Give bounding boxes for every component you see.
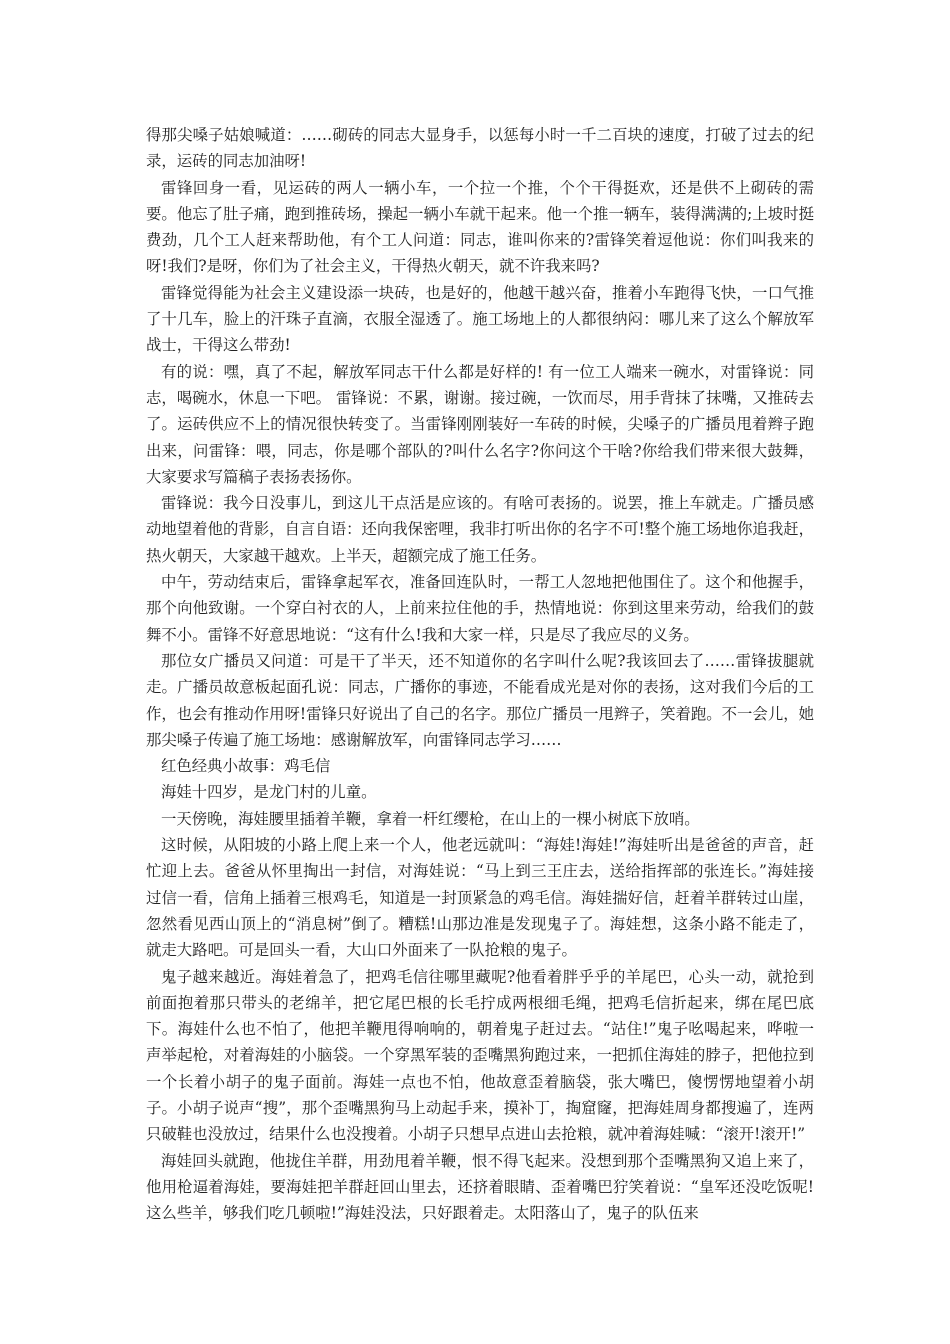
paragraph: 雷锋说：我今日没事儿，到这儿干点活是应该的。有啥可表扬的。说罢，推上车就走。广播员感动地望着他的背影，自言自语：还向我保密哩，我非打听出你的名字不可!整个施工场地你追我赶，热火朝天，大家越干越欢。上半天，超额完成了施工任务。 <box>146 494 814 565</box>
paragraph: 得那尖嗓子姑娘喊道：……砌砖的同志大显身手，以惩每小时一千二百块的速度，打破了过去的纪录，运砖的同志加油呀! <box>146 126 814 171</box>
paragraph: 一天傍晚，海娃腰里插着羊鞭，拿着一杆红缨枪，在山上的一棵小树底下放哨。 <box>161 809 700 828</box>
paragraph: 那位女广播员又问道：可是干了半天，还不知道你的名字叫什么呢?我该回去了……雷锋拔腿就走。广播员故意板起面孔说：同志，广播你的事迹，不能看成光是对你的表扬，这对我们今后的工作，也会有推动作用呀!雷锋只好说出了自己的名字。那位广播员一甩辫子，笑着跑。不一会儿，她那尖嗓子传遍了施工场地：感谢解放军，向雷锋同志学习…… <box>146 651 814 749</box>
paragraph: 鬼子越来越近。海娃着急了，把鸡毛信往哪里藏呢?他看着胖乎乎的羊尾巴，心头一动，就抢到前面抱着那只带头的老绵羊，把它尾巴根的长毛拧成两根细毛绳，把鸡毛信折起来，绑在尾巴底下。海娃什么也不怕了，他把羊鞭甩得响响的，朝着鬼子赶过去。“站住!”鬼子吆喝起来，哗啦一声举起枪，对着海娃的小脑袋。一个穿黑军装的歪嘴黑狗跑过来，一把抓住海娃的脖子，把他拉到一个长着小胡子的鬼子面前。海娃一点也不怕，他故意歪着脑袋，张大嘴巴，傻愣愣地望着小胡子。小胡子说声“搜”，那个歪嘴黑狗马上动起手来，摸补丁，掏窟窿，把海娃周身都搜遍了，连两只破鞋也没放过，结果什么也没搜着。小胡子只想早点进山去抢粮，就冲着海娃喊：“滚开!滚开!” <box>146 967 814 1144</box>
paragraph: 这时候，从阳坡的小路上爬上来一个人，他老远就叫：“海娃!海娃!”海娃听出是爸爸的声音，赶忙迎上去。爸爸从怀里掏出一封信，对海娃说：“马上到三王庄去，送给指挥部的张连长。”海娃接过信一看，信角上插着三根鸡毛，知道是一封顶紧急的鸡毛信。海娃揣好信，赶着羊群转过山崖，忽然看见西山顶上的“消息树”倒了。糟糕!山那边准是发现鬼子了。海娃想，这条小路不能走了，就走大路吧。可是回头一看，大山口外面来了一队抢粮的鬼子。 <box>146 836 814 960</box>
paragraph: 中午，劳动结束后，雷锋拿起军衣，准备回连队时，一帮工人忽地把他围住了。这个和他握手，那个向他致谢。一个穿白衬衣的人，上前来拉住他的手，热情地说：你到这里来劳动，给我们的鼓舞不小。雷锋不好意思地说：“这有什么!我和大家一样，只是尽了我应尽的义务。 <box>146 573 814 644</box>
paragraph: 雷锋觉得能为社会主义建设添一块砖，也是好的，他越干越兴奋，推着小车跑得飞快，一口气推了十几车，脸上的汗珠子直滴，衣服全湿透了。施工场地上的人都很纳闷：哪儿来了这么个解放军战士，干得这么带劲! <box>146 283 814 355</box>
paragraph: 雷锋回身一看，见运砖的两人一辆小车，一个拉一个推，个个干得挺欢，还是供不上砌砖的需要。他忘了肚子痛，跑到推砖场，操起一辆小车就干起来。他一个推一辆车，装得满满的;上坡时挺费劲，几个工人赶来帮助他，有个工人问道：同志，谁叫你来的?雷锋笑着逗他说：你们叫我来的呀!我们?是呀，你们为了社会主义，干得热火朝天，就不许我来吗? <box>146 178 814 276</box>
paragraph: 海娃回头就跑，他拢住羊群，用劲甩着羊鞭，恨不得飞起来。没想到那个歪嘴黑狗又追上来了，他用枪逼着海娃，要海娃把羊群赶回山里去，还挤着眼睛、歪着嘴巴狞笑着说：“皇军还没吃饭呢!这么些羊，够我们吃几顿啦!”海娃没法，只好跟着走。太阳落山了，鬼子的队伍来 <box>146 1151 814 1223</box>
paragraph: 有的说：嘿，真了不起，解放军同志干什么都是好样的! 有一位工人端来一碗水，对雷锋说：同志，喝碗水，休息一下吧。 雷锋说：不累，谢谢。接过碗，一饮而尽，用手背抹了抹嘴，又推砖去了。运砖供应不上的情况很快转变了。当雷锋刚刚装好一车砖的时候，尖嗓子的广播员甩着辫子跑出来，问雷锋：喂，同志，你是哪个部队的?叫什么名字?你问这个干啥?你给我们带来很大鼓舞，大家要求写篇稿子表扬表扬你。 <box>146 362 814 486</box>
section-heading: 红色经典小故事：鸡毛信 <box>161 757 331 776</box>
paragraph: 海娃十四岁，是龙门村的儿童。 <box>161 783 377 802</box>
document-page <box>146 122 814 1226</box>
